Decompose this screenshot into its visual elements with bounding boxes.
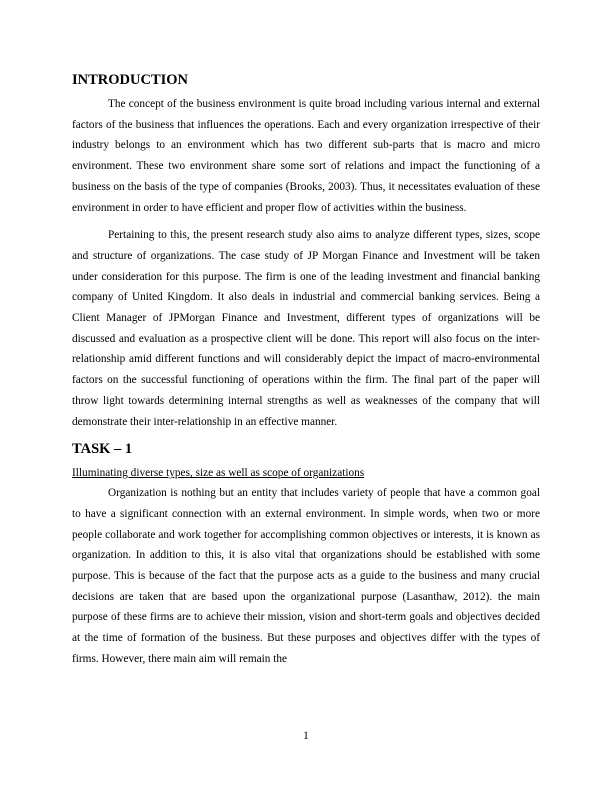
introduction-paragraph-2: Pertaining to this, the present research study also aims to analyze different types, sizes, scope and structure of organizations. The case study of JP Morgan Finance and Investment will be taken under consideration for this purpose. The firm is one of the leading investment and financial banking company of United Kingdom. It also deals in industrial and commercial banking services. Being a Client Manager of JPMorgan Finance and Investment, different types of organizations will be discussed and evaluation as a prospective client will be done. This report will also focus on the inter-relationship amid different functions and will considerably depict the impact of macro-environmental factors on the successful functioning of operations within the firm. The final part of the paper will throw light towards determining internal strengths as well as weaknesses of the company that will demonstrate their inter-relationship in an effective manner. xyxy=(72,229,540,428)
task-1-heading: TASK – 1 xyxy=(72,441,133,458)
task-1-subheading: Illuminating diverse types, size as well as scope of organizations xyxy=(72,467,365,480)
document-page xyxy=(72,72,540,670)
page-number: 1 xyxy=(303,730,309,742)
section-spacer xyxy=(72,432,540,441)
task-1-paragraph-1: Organization is nothing but an entity that includes variety of people that have a common goal to have a significant connection with an external environment. In simple words, when two or more people collaborate and work together for accomplishing common objectives or interests, it is known as organization. In addition to this, it is also vital that organizations should be established with some purpose. This is because of the fact that the purpose acts as a guide to the business and many crucial decisions are taken that are based upon the organizational purpose (Lasanthaw, 2012). the main purpose of these firms are to achieve their mission, vision and short-term goals and objectives decided at the time of formation of the business. But these purposes and objectives differ with the types of firms. However, there main aim will remain the xyxy=(72,487,540,665)
introduction-heading: INTRODUCTION xyxy=(72,72,189,88)
introduction-paragraph-1: The concept of the business environment is quite broad including various internal and external factors of the business that influences the operations. Each and every organization irrespective of their industry belongs to an environment which has two different sub-parts that is macro and micro environment. These two environment share some sort of relations and impact the functioning of a business on the basis of the type of companies (Brooks, 2003). Thus, it necessitates evaluation of these environment in order to have efficient and proper flow of activities within the business. xyxy=(72,98,540,214)
